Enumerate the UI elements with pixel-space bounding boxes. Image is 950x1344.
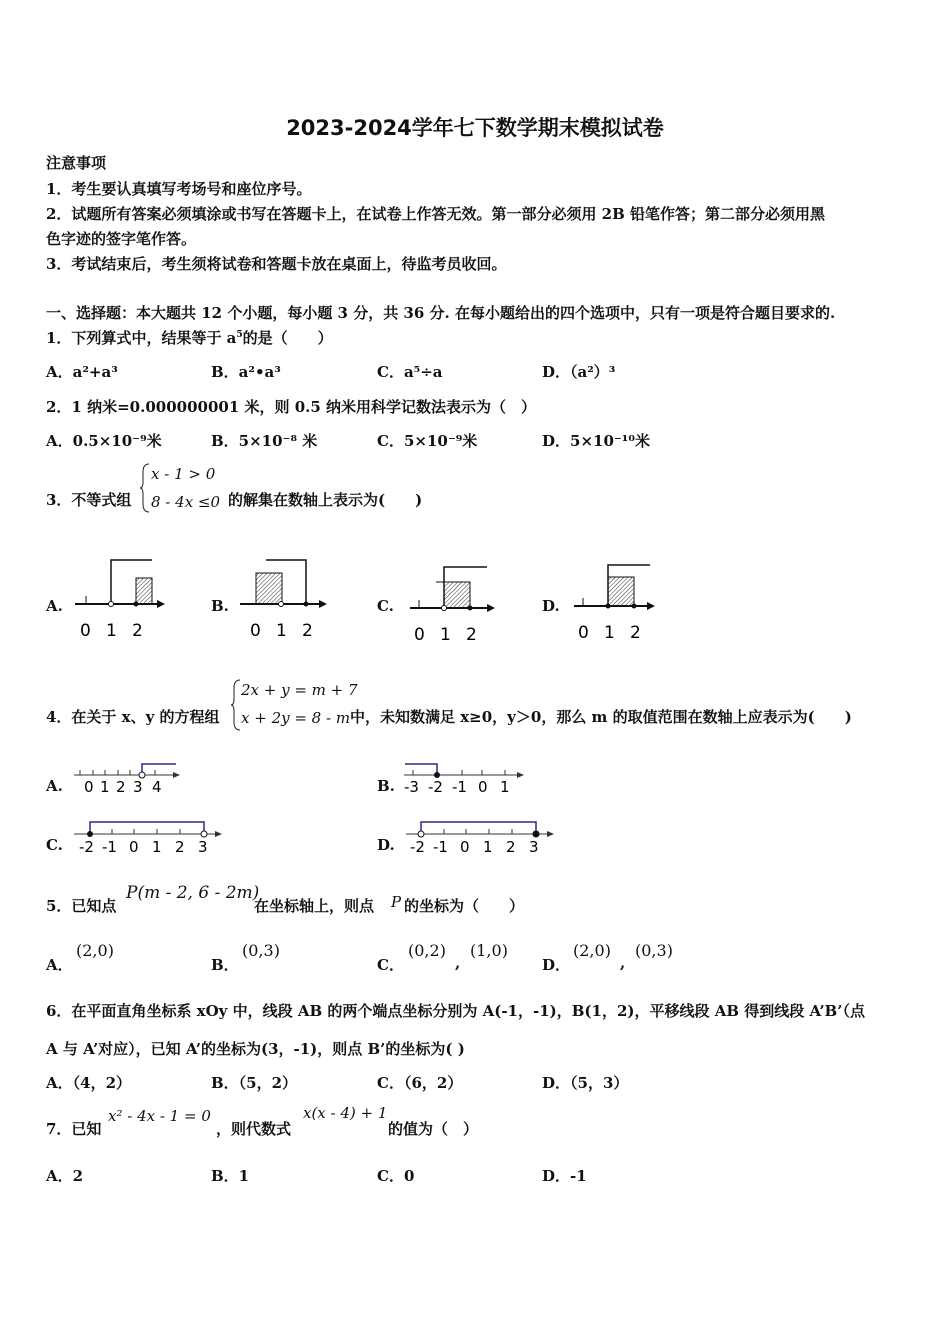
q5-suffix2: 的坐标为（ ） [404,897,525,915]
q4-option-a[interactable]: A. [46,777,63,795]
q5-option-d[interactable]: D． [542,956,571,974]
q3-option-d[interactable]: D. [542,597,560,615]
q4-option-c[interactable]: C. [46,836,63,854]
q4-b-tick-0: -3 [404,778,419,796]
q5-p: P [391,893,402,911]
q6-stem-line2: A 与 A’对应），已知 A’的坐标为(3，-1)，则点 B’的坐标为( ) [46,1040,465,1058]
q3-d-tick-0: 0 [578,623,589,643]
q3-ineq-2: 8 - 4x ≤0 [151,493,221,511]
q4-a-tick-1: 1 [100,778,110,796]
q5-b-value: (0,3) [242,941,280,960]
q5-a-value: (2,0) [76,941,114,960]
q4-d-tick-1: -1 [433,838,448,856]
q4-a-tick-3: 3 [133,778,143,796]
notice-item-1: 1．考生要认真填写考场号和座位序号。 [46,180,312,198]
q4-line-c [74,822,222,856]
q3-b-tick-2: 2 [302,621,313,641]
q6-option-b[interactable]: B．（5，2） [211,1074,298,1092]
q7-option-d[interactable]: D．-1 [542,1167,587,1185]
q5-c-value-2: (1,0) [470,941,508,960]
q5-d-value-1: (2,0) [573,941,611,960]
q4-b-tick-4: 1 [500,778,510,796]
q4-a-tick-2: 2 [116,778,126,796]
q3-option-b[interactable]: B. [211,597,229,615]
q4-eq-2: x + 2y = 8 - m [241,709,351,727]
q3-option-c[interactable]: C. [377,597,394,615]
q5-d-value-2: (0,3) [635,941,673,960]
q4-line-b [404,764,524,796]
q3-a-tick-2: 2 [132,621,143,641]
q7-suffix: 的值为（ ） [388,1120,479,1138]
q4-d-tick-5: 3 [529,838,539,856]
q2-option-c[interactable]: C．5×10⁻⁹米 [377,432,478,450]
q3-c-tick-2: 2 [466,625,477,645]
q1-option-a[interactable]: A．a²+a³ [46,363,118,381]
q4-c-tick-4: 2 [175,838,185,856]
q4-b-tick-3: 0 [478,778,488,796]
q2-option-a[interactable]: A．0.5×10⁻⁹米 [46,432,162,450]
q4-a-tick-4: 4 [152,778,162,796]
q4-eq-1: 2x + y = m + 7 [241,681,358,699]
q5-option-b[interactable]: B． [211,956,239,974]
q3-suffix: 的解集在数轴上表示为( ) [228,491,423,509]
q4-c-tick-0: -2 [79,838,94,856]
q3-b-tick-0: 0 [250,621,261,641]
q4-c-tick-1: -1 [102,838,117,856]
q3-option-a[interactable]: A. [46,597,63,615]
q3-prefix: 3．不等式组 [46,491,132,509]
q2-option-b[interactable]: B．5×10⁻⁸ 米 [211,432,318,450]
q7-option-b[interactable]: B．1 [211,1167,250,1185]
q4-option-d[interactable]: D. [377,836,395,854]
section-heading: 一、选择题：本大题共 12 个小题，每小题 3 分，共 36 分. 在每小题给出的四个选项中，只有一项是符合题目要求的. [46,304,836,322]
q4-a-tick-0: 0 [84,778,94,796]
q4-line-d [406,822,554,856]
q4-b-tick-2: -1 [452,778,467,796]
q7-option-c[interactable]: C．0 [377,1167,415,1185]
page-title: 2023-2024学年七下数学期末模拟试卷 [286,116,664,140]
q3-d-tick-2: 2 [630,623,641,643]
notice-heading: 注意事项 [46,154,107,172]
q4-suffix: 中，未知数满足 x≥0，y＞0，那么 m 的取值范围在数轴上应表示为( ) [350,708,852,726]
notice-item-3: 3．考试结束后，考生须将试卷和答题卡放在桌面上，待监考员收回。 [46,255,507,273]
q4-c-tick-3: 1 [152,838,162,856]
q6-stem-line1: 6．在平面直角坐标系 xOy 中，线段 AB 的两个端点坐标分别为 A(-1，-1)，B(1，2)，平移线段 AB 得到线段 A’B’（点 [46,1002,865,1020]
q5-point: P(m - 2, 6 - 2m) [126,883,260,903]
q1-stem: 1．下列算式中，结果等于 $a^5$的是（ ） [46,329,333,347]
q4-b-tick-1: -2 [428,778,443,796]
q5-c-sep: , [455,954,461,972]
q2-option-d[interactable]: D．5×10⁻¹⁰米 [542,432,650,450]
q5-d-sep: , [620,954,626,972]
q3-c-tick-0: 0 [414,625,425,645]
q4-d-tick-0: -2 [410,838,425,856]
q5-option-a[interactable]: A． [46,956,73,974]
q7-equation: x² - 4x - 1 = 0 [108,1107,211,1125]
q3-a-tick-0: 0 [80,621,91,641]
q6-option-a[interactable]: A．（4，2） [46,1074,132,1092]
q4-d-tick-3: 1 [483,838,493,856]
q6-option-c[interactable]: C．（6，2） [377,1074,463,1092]
q3-b-tick-1: 1 [276,621,287,641]
q4-d-tick-2: 0 [460,838,470,856]
notice-item-2-cont: 色字迹的签字笔作答。 [46,230,197,248]
q7-expression: x(x - 4) + 1 [303,1104,388,1122]
q4-line-a [74,764,180,796]
q3-c-tick-1: 1 [440,625,451,645]
q3-a-tick-1: 1 [106,621,117,641]
q4-c-tick-5: 3 [198,838,208,856]
q7-prefix: 7．已知 [46,1120,102,1138]
q4-d-tick-4: 2 [506,838,516,856]
q3-d-tick-1: 1 [604,623,615,643]
q5-prefix: 5．已知点 [46,897,117,915]
notice-item-2: 2．试题所有答案必须填涂或书写在答题卡上，在试卷上作答无效。第一部分必须用 2B 铅笔作答；第二部分必须用黑 [46,205,826,223]
q4-option-b[interactable]: B. [377,777,395,795]
q5-suffix: 在坐标轴上，则点 [254,897,375,915]
q2-stem: 2．1 纳米=0.000000001 米，则 0.5 纳米用科学记数法表示为（ ） [46,398,537,416]
q5-c-value-1: (0,2) [408,941,446,960]
q1-option-c[interactable]: C．a⁵÷a [377,363,443,381]
q3-ineq-1: x - 1 > 0 [151,465,216,483]
q1-option-d[interactable]: D．（a²）³ [542,363,616,381]
q7-mid: ，则代数式 [216,1120,292,1138]
q5-option-c[interactable]: C． [377,956,404,974]
q6-option-d[interactable]: D．（5，3） [542,1074,629,1092]
q4-c-tick-2: 0 [129,838,139,856]
q1-option-b[interactable]: B．a²•a³ [211,363,281,381]
q7-option-a[interactable]: A．2 [46,1167,84,1185]
q4-prefix: 4．在关于 x、y 的方程组 [46,708,220,726]
